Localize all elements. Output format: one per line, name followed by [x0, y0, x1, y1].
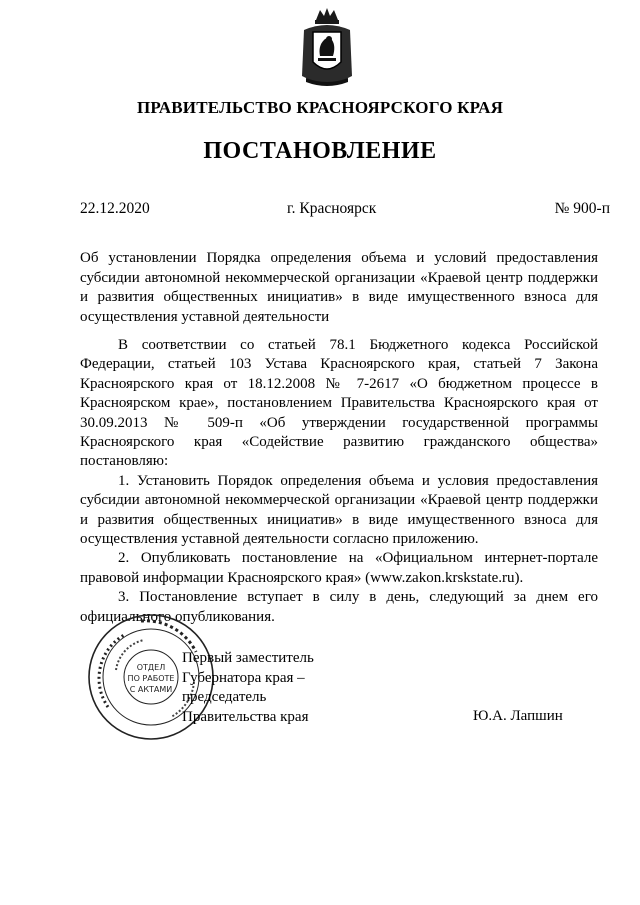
- stamp-line-3: С АКТАМИ: [129, 685, 173, 694]
- document-type-title: ПОСТАНОВЛЕНИЕ: [203, 138, 437, 164]
- position-line-1: Первый заместитель: [182, 650, 314, 666]
- document-city: г. Красноярск: [287, 200, 377, 217]
- document-body: [80, 336, 598, 627]
- signature-position-block: [182, 649, 314, 727]
- position-line-4: Правительства края: [182, 708, 309, 725]
- document-date: 22.12.2020: [80, 200, 150, 217]
- document-meta-row: [80, 200, 610, 222]
- preamble-paragraph: В соответствии со статьей 78.1 Бюджетного кодекса Российской Федерации, статьей 103 Устава Красноярского края, статьей 7 Закона Красноярского края от 18.12.2008 № 7-2617 «О бюджетном процессе в Красноярском крае», постановлением Правительства Красноярского края от 30.09.2013 № 509-п «Об утверждении государственной программы Красноярского края «Содействие развитию гражданского общества» постановляю:: [80, 337, 598, 470]
- position-line-2: Губернатора края –: [182, 669, 305, 686]
- position-line-3: председатель: [182, 689, 267, 706]
- point-2-paragraph: 2. Опубликовать постановление на «Официальном интернет-портале правовой информации Красноярского края» (www.zakon.krskstate.ru).: [80, 550, 598, 586]
- point-3-paragraph: 3. Постановление вступает в силу в день, следующий за днем его официального опубликования.: [80, 589, 598, 625]
- point-1-paragraph: 1. Установить Порядок определения объема и условия предоставления субсидии автономной некоммерческой организации «Краевой центр поддержки и развития общественных инициатив» в виде имущественного взноса для осуществления уставной деятельности согласно приложению.: [80, 472, 598, 548]
- document-number: № 900-п: [554, 200, 610, 217]
- document-subject: Об установлении Порядка определения объема и условий предоставления субсидии автономной некоммерческой организации «Краевой центр поддержки и развития общественных инициатив» в виде имущественного взноса для осуществления уставной деятельности: [80, 250, 598, 325]
- stamp-line-2: ПО РАБОТЕ: [127, 674, 175, 683]
- signer-name: Ю.А. Лапшин: [473, 708, 563, 724]
- coat-of-arms-emblem: [298, 6, 356, 90]
- stamp-line-1: ОТДЕЛ: [136, 663, 166, 672]
- government-name: ПРАВИТЕЛЬСТВО КРАСНОЯРСКОГО КРАЯ: [136, 98, 504, 117]
